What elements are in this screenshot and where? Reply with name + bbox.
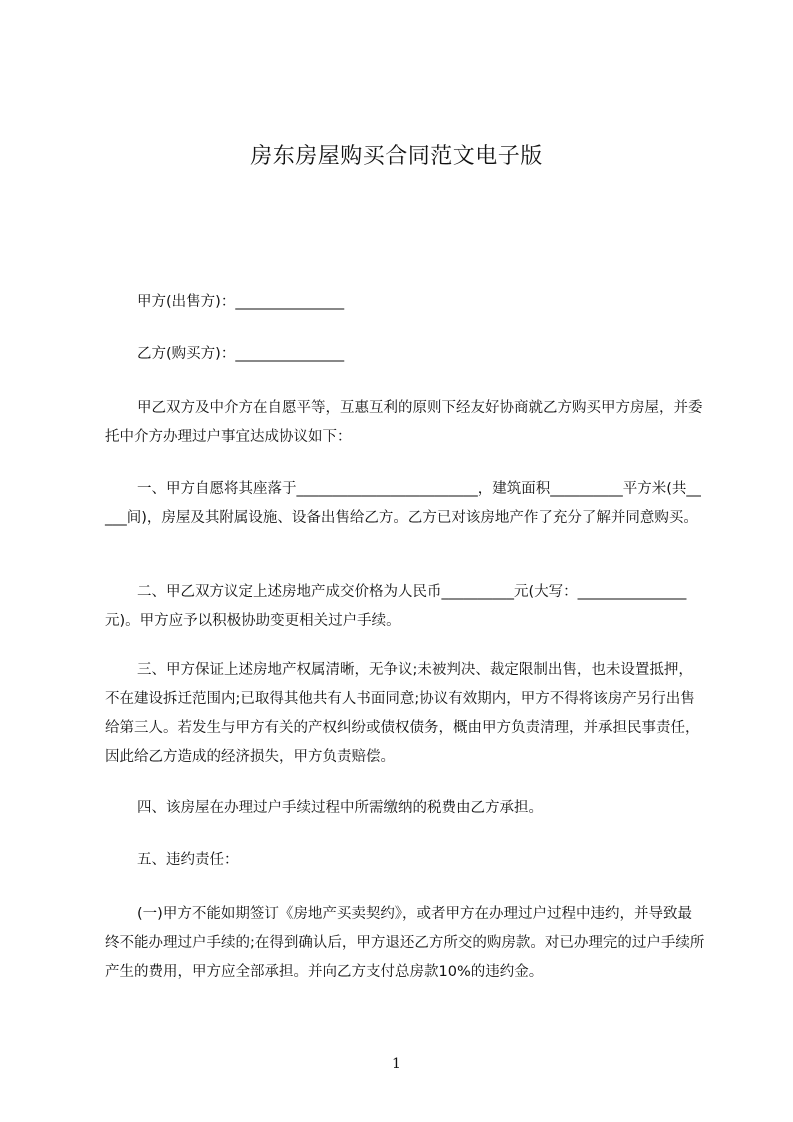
clause-5-heading: 五、违约责任：	[137, 852, 239, 868]
intro-paragraph: 甲乙双方及中介方在自愿平等，互惠互利的原则下经友好协商就乙方购买甲方房屋，并委托中介方办理过户事宜达成协议如下：	[105, 400, 703, 445]
clause-1: 一、甲方自愿将其座落于_________________________，建筑面积__________平方米(共_____间)，房屋及其附属设施、设备出售给乙方。乙方已对该房地产作了充分了解并同意购买。	[105, 481, 701, 526]
document-title: 房东房屋购买合同范文电子版	[250, 144, 543, 169]
seller-line: 甲方(出售方)：_______________	[137, 294, 345, 310]
clause-5-item-1: (一)甲方不能如期签订《房地产买卖契约》，或者甲方在办理过户过程中违约，并导致最终不能办理过户手续的;在得到确认后，甲方退还乙方所交的购房款。对已办理完的过户手续所产生的费用，甲方应全部承担。并向乙方支付总房款10%的违约金。	[105, 906, 705, 980]
clause-2: 二、甲乙双方议定上述房地产成交价格为人民币__________元(大写：_______________元)。甲方应予以积极协助变更相关过户手续。	[105, 584, 687, 629]
buyer-line: 乙方(购买方)：_______________	[137, 346, 345, 362]
clause-4: 四、该房屋在办理过户手续过程中所需缴纳的税费由乙方承担。	[137, 800, 543, 816]
clause-3: 三、甲方保证上述房地产权属清晰，无争议;未被判决、裁定限制出售，也未设置抵押，不在建设拆迁范围内;已取得其他共有人书面同意;协议有效期内，甲方不得将该房产另行出售给第三人。若发生与甲方有关的产权纠纷或债权债务，概由甲方负责清理，并承担民事责任，因此给乙方造成的经济损失，甲方负责赔偿。	[105, 662, 700, 765]
page-number: 1	[392, 1056, 401, 1072]
